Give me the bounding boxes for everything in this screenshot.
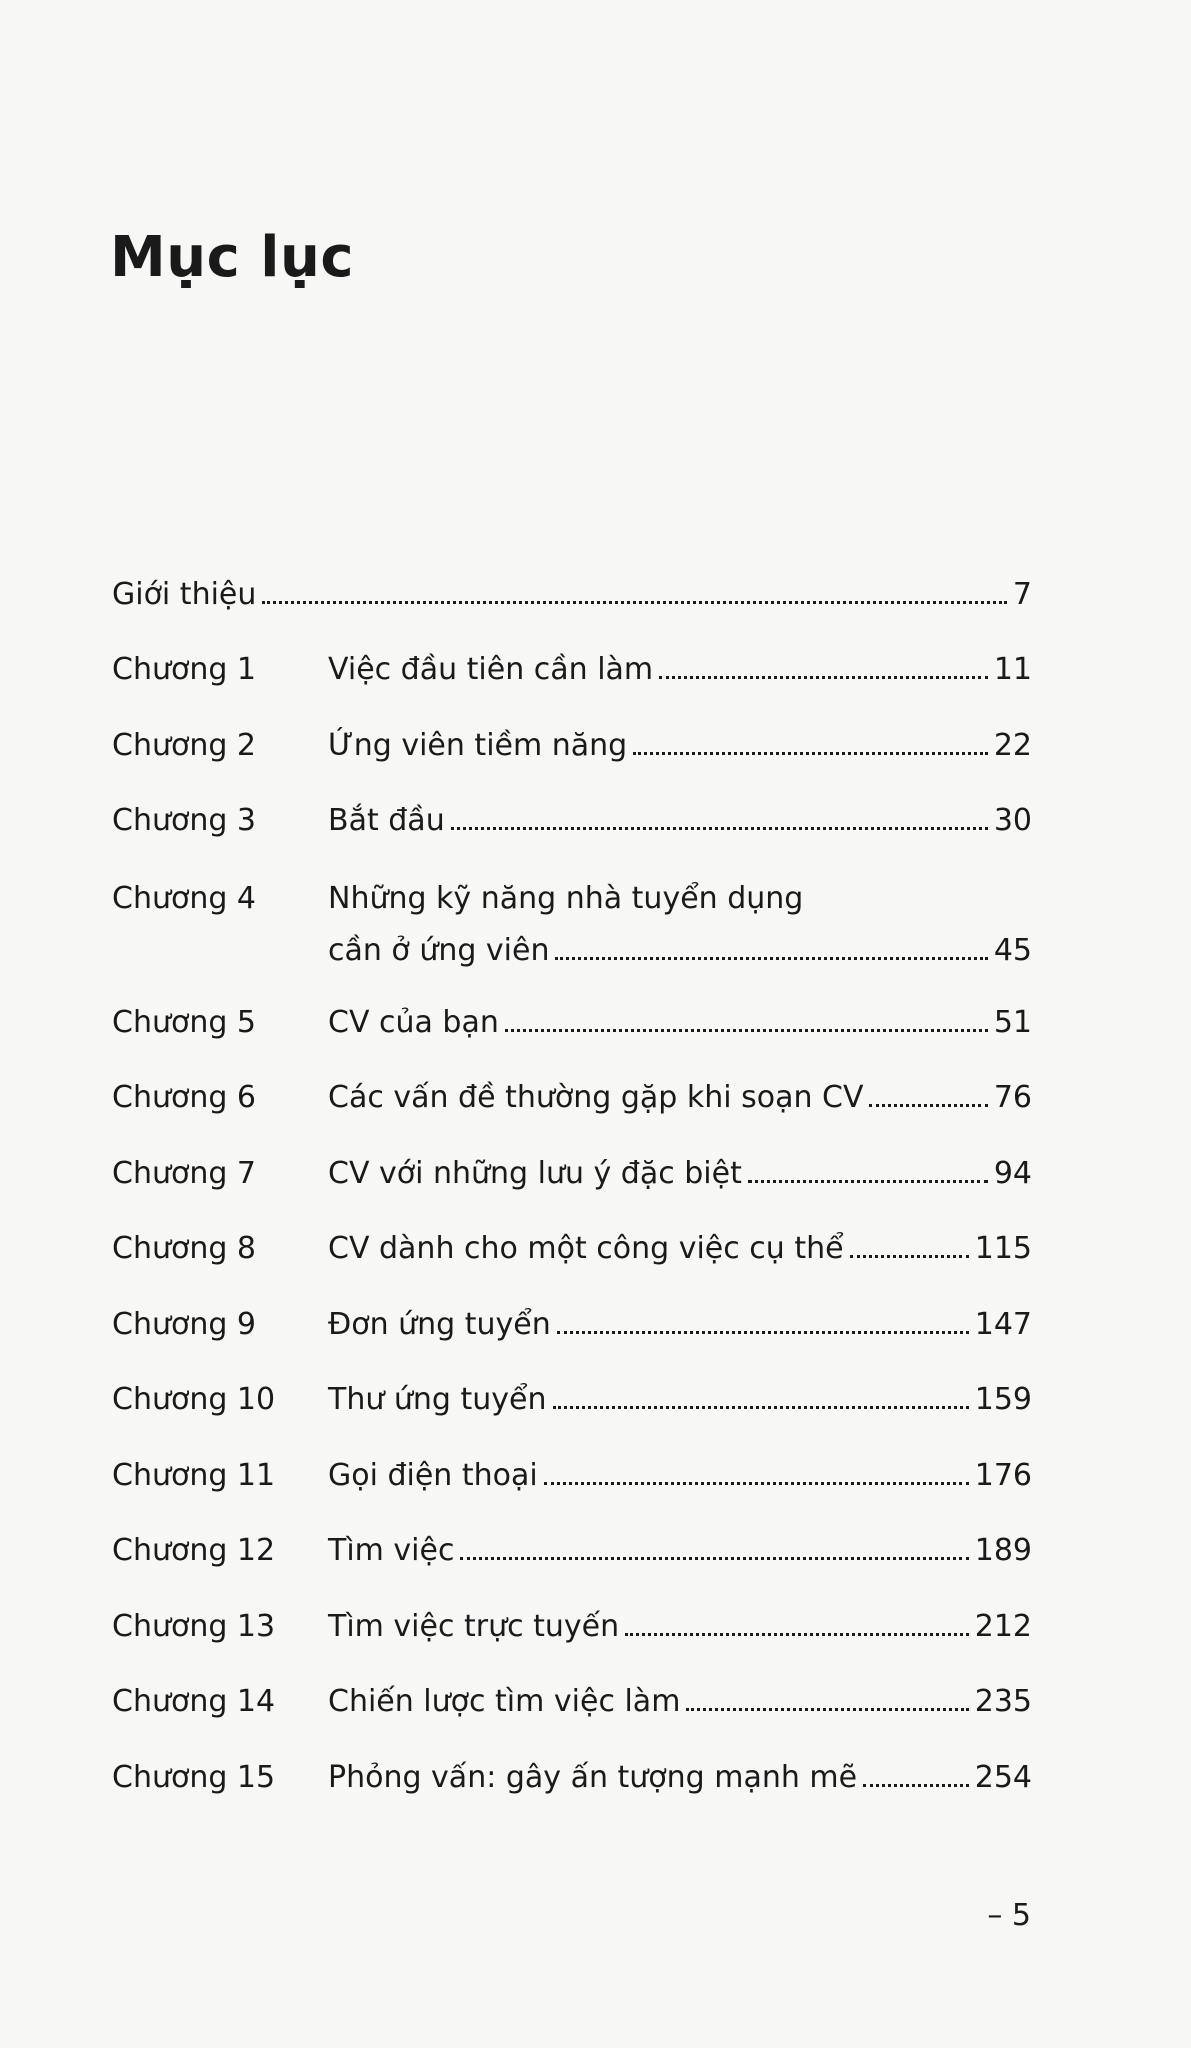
toc-entry-line	[112, 576, 1032, 614]
toc-entry-body	[328, 1457, 1032, 1495]
chapter-label: Chương 10	[112, 1382, 276, 1417]
chapter-title: Phỏng vấn: gây ấn tượng mạnh mẽ	[328, 1759, 858, 1795]
dot-leader	[625, 1633, 969, 1636]
chapter-title-line-2: cần ở ứng viên	[328, 933, 550, 968]
chapter-page: 22	[993, 727, 1032, 763]
toc-entry-body	[328, 651, 1032, 689]
toc-entry-line	[328, 1608, 1032, 1646]
toc-entry-chapter-6	[112, 1042, 1032, 1118]
toc-entry-body	[328, 1155, 1032, 1193]
chapter-title: CV dành cho một công việc cụ thể	[328, 1231, 844, 1266]
toc-entry-chapter-7	[112, 1117, 1032, 1193]
toc-entry-body	[328, 1532, 1032, 1570]
toc-entry-line	[328, 651, 1032, 689]
toc-entry-line	[328, 1532, 1032, 1570]
toc-entry-intro	[112, 538, 1032, 614]
chapter-page: 147	[974, 1306, 1032, 1342]
chapter-label: Chương 2	[112, 727, 257, 763]
toc-entry-body	[328, 1759, 1032, 1797]
toc-entry-line	[328, 1004, 1032, 1042]
toc-entry-chapter-1	[112, 614, 1032, 690]
toc-entry-line	[328, 1759, 1032, 1797]
toc-entry-chapter-13	[112, 1570, 1032, 1646]
toc-entry-chapter-5	[112, 966, 1032, 1042]
toc-entry-line	[328, 1457, 1032, 1495]
dot-leader	[863, 1784, 969, 1787]
toc-entry-line	[328, 802, 1032, 840]
toc-entry-line	[328, 880, 1032, 918]
toc-entry-line	[328, 727, 1032, 765]
chapter-title: Chiến lược tìm việc làm	[328, 1684, 681, 1719]
toc-entry-line	[328, 932, 1032, 970]
chapter-page: 11	[993, 652, 1032, 687]
chapter-title: Tìm việc	[328, 1533, 455, 1568]
chapter-label: Chương 12	[112, 1533, 276, 1568]
toc-entry-body	[328, 1004, 1032, 1042]
chapter-title: Tìm việc trực tuyến	[328, 1608, 620, 1644]
chapter-title: Đơn ứng tuyển	[328, 1306, 551, 1342]
toc-entry-chapter-4	[112, 840, 1032, 966]
page-title: Mục lục	[110, 225, 355, 290]
dot-leader	[850, 1255, 969, 1258]
chapter-label: Chương 1	[112, 652, 257, 687]
chapter-page: 235	[974, 1684, 1032, 1719]
chapter-page: 94	[993, 1155, 1032, 1191]
dot-leader	[659, 676, 988, 679]
dot-leader	[553, 1406, 969, 1409]
toc-entry-chapter-15	[112, 1721, 1032, 1797]
chapter-label: Chương 5	[112, 1004, 257, 1040]
dot-leader	[686, 1708, 968, 1711]
chapter-label: Chương 15	[112, 1759, 276, 1795]
chapter-label: Chương 6	[112, 1080, 257, 1115]
chapter-title-line-1: Những kỹ năng nhà tuyển dụng	[328, 881, 804, 916]
chapter-page: 212	[974, 1608, 1032, 1644]
dot-leader	[505, 1029, 988, 1032]
chapter-label: Chương 14	[112, 1684, 276, 1719]
table-of-contents	[112, 538, 1032, 1797]
toc-entry-body	[328, 1381, 1032, 1419]
chapter-label: Chương 11	[112, 1457, 276, 1493]
toc-entry-title: Giới thiệu	[112, 576, 257, 612]
chapter-label: Chương 8	[112, 1231, 257, 1266]
toc-entry-chapter-8	[112, 1193, 1032, 1269]
dot-leader	[451, 827, 988, 830]
chapter-page: 159	[974, 1382, 1032, 1417]
dot-leader	[633, 752, 988, 755]
chapter-label: Chương 9	[112, 1306, 257, 1342]
chapter-title: Việc đầu tiên cần làm	[328, 652, 654, 687]
toc-entry-page: 7	[1012, 576, 1032, 612]
toc-entry-body	[328, 727, 1032, 765]
chapter-page: 115	[974, 1231, 1032, 1266]
dot-leader	[262, 601, 1007, 604]
chapter-page: 176	[974, 1457, 1032, 1493]
toc-entry-body	[328, 880, 1032, 970]
chapter-page: 254	[974, 1759, 1032, 1795]
chapter-page: 30	[993, 803, 1032, 838]
toc-entry-line	[328, 1079, 1032, 1117]
chapter-label: Chương 7	[112, 1155, 257, 1191]
chapter-page: 45	[993, 933, 1032, 968]
toc-entry-chapter-10	[112, 1344, 1032, 1420]
chapter-page: 76	[993, 1080, 1032, 1115]
dot-leader	[748, 1180, 988, 1183]
dot-leader	[460, 1557, 968, 1560]
dot-leader	[544, 1482, 969, 1485]
chapter-label: Chương 4	[112, 881, 257, 916]
chapter-title: Bắt đầu	[328, 803, 445, 838]
page-number: – 5	[987, 1898, 1031, 1933]
dot-leader	[555, 957, 987, 960]
toc-entry-line	[328, 1155, 1032, 1193]
dot-leader	[869, 1104, 987, 1107]
chapter-title: Các vấn đề thường gặp khi soạn CV	[328, 1080, 864, 1115]
toc-entry-line	[328, 1306, 1032, 1344]
chapter-label: Chương 13	[112, 1608, 276, 1644]
chapter-title: Gọi điện thoại	[328, 1457, 538, 1493]
toc-entry-body	[328, 802, 1032, 840]
chapter-title: Thư ứng tuyển	[328, 1382, 547, 1417]
toc-entry-chapter-14	[112, 1646, 1032, 1722]
chapter-title: CV của bạn	[328, 1004, 499, 1040]
toc-entry-chapter-12	[112, 1495, 1032, 1571]
chapter-page: 51	[993, 1004, 1032, 1040]
toc-entry-body	[328, 1683, 1032, 1721]
toc-entry-body	[328, 1608, 1032, 1646]
toc-entry-body	[328, 1230, 1032, 1268]
toc-entry-line	[328, 1230, 1032, 1268]
chapter-title: CV với những lưu ý đặc biệt	[328, 1155, 742, 1191]
toc-entry-chapter-2	[112, 689, 1032, 765]
dot-leader	[557, 1331, 969, 1334]
chapter-label: Chương 3	[112, 803, 257, 838]
toc-entry-body	[328, 1079, 1032, 1117]
chapter-page: 189	[974, 1533, 1032, 1568]
chapter-title: Ứng viên tiềm năng	[328, 727, 628, 763]
toc-entry-line	[328, 1381, 1032, 1419]
toc-entry-body	[328, 1306, 1032, 1344]
toc-entry-body	[112, 576, 1032, 614]
toc-entry-chapter-3	[112, 765, 1032, 841]
toc-entry-chapter-11	[112, 1419, 1032, 1495]
toc-entry-line	[328, 1683, 1032, 1721]
toc-entry-chapter-9	[112, 1268, 1032, 1344]
